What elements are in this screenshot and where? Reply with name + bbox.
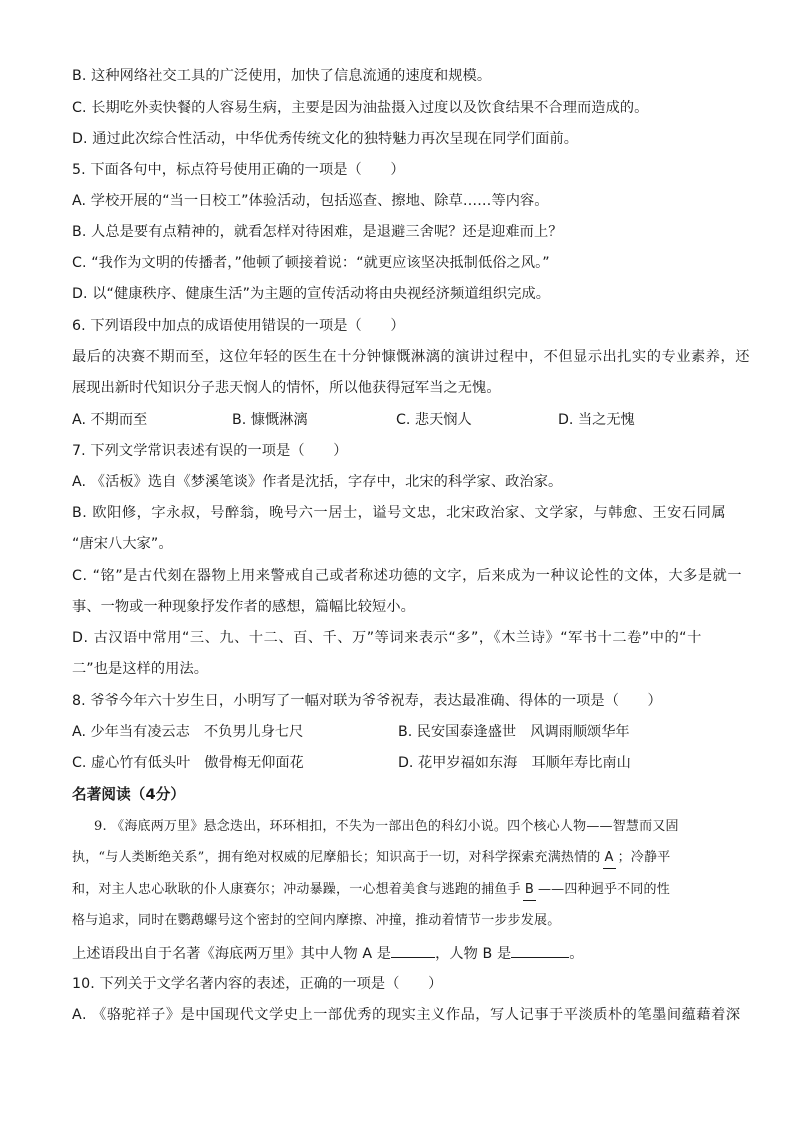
passage-line [72, 848, 670, 869]
question-8: 8. 爷爷今年六十岁生日，小明写了一幅对联为爷爷祝寿，表达最准确、得体的一项是（ ） [72, 693, 662, 709]
option-line: C. 长期吃外卖快餐的人容易生病，主要是因为油盐摄入过度以及饮食结果不合理而造成的。 [72, 100, 649, 116]
option-line: B. 这种网络社交工具的广泛使用，加快了信息流通的速度和规模。 [72, 68, 492, 84]
passage-line [72, 880, 670, 901]
option-line: D. 以“健康秩序、健康生活”为主题的宣传活动将由央视经济频道组织完成。 [72, 286, 551, 302]
passage-text: 执，“与人类断绝关系”，拥有绝对权威的尼摩船长；知识高于一切，对科学探索充满热情的 [72, 850, 601, 865]
passage-line: 格与追求，同时在鹦鹉螺号这个密封的空间内摩擦、冲撞，推动着情节一步步发展。 [72, 913, 561, 928]
passage-line: 9. 《海底两万里》悬念迭出，环环相扣，不失为一部出色的科幻小说。四个核心人物——智慧而又固 [94, 819, 679, 834]
blank-a: A [603, 848, 616, 869]
answer-blank-b[interactable] [511, 943, 569, 958]
fill-text: 。 [569, 946, 584, 962]
passage-line: 展现出新时代知识分子悲天悯人的情怀，所以他获得冠军当之无愧。 [72, 380, 501, 396]
passage-text: 和，对主人忠心耿耿的仆人康赛尔；冲动暴躁，一心想着美食与逃跑的捕鱼手 [72, 882, 521, 897]
q6-option-a: A. 不期而至 [72, 412, 148, 428]
option-line: A. 《骆驼祥子》是中国现代文学史上一部优秀的现实主义作品，写人记事于平淡质朴的笔墨间蕴藉着深 [72, 1007, 741, 1023]
option-line: A. 学校开展的“当一日校工”体验活动，包括巡查、擦地、除草……等内容。 [72, 193, 549, 209]
q6-option-d: D. 当之无愧 [558, 412, 635, 428]
question-5: 5. 下面各句中，标点符号使用正确的一项是（ ） [72, 162, 405, 178]
option-line: 事、一物或一种现象抒发作者的感想，篇幅比较短小。 [72, 599, 415, 615]
question-7: 7. 下列文学常识表述有误的一项是（ ） [72, 443, 348, 459]
q6-option-c: C. 悲天悯人 [396, 412, 472, 428]
question-6: 6. 下列语段中加点的成语使用错误的一项是（ ） [72, 318, 405, 334]
question-10: 10. 下列关于文学名著内容的表述，正确的一项是（ ） [72, 976, 443, 992]
option-line: C. “我作为文明的传播者，”他顿了顿接着说：“就更应该坚决抵制低俗之风。” [72, 255, 550, 271]
option-line: “唐宋八大家”。 [72, 536, 173, 552]
passage-line: 最后的决赛不期而至，这位年轻的医生在十分钟慷慨淋漓的演讲过程中，不但显示出扎实的专业素养，还 [72, 349, 750, 365]
option-line: B. 欧阳修，字永叔，号醉翁，晚号六一居士，谥号文忠，北宋政治家、文学家，与韩愈、王安石同属 [72, 505, 727, 521]
option-line: A. 《活板》选自《梦溪笔谈》作者是沈括，字存中，北宋的科学家、政治家。 [72, 474, 563, 490]
q8-option-d: D. 花甲岁福如东海 耳顺年寿比南山 [398, 755, 631, 771]
q8-option-b: B. 民安国泰逢盛世 风调雨顺颂华年 [398, 724, 630, 740]
option-line: D. 通过此次综合性活动，中华优秀传统文化的独特魅力再次呈现在同学们面前。 [72, 131, 579, 147]
question-9-fill [72, 943, 584, 964]
passage-text: ——四种迥乎不同的性 [537, 882, 670, 897]
section-heading: 名著阅读（4分） [72, 786, 186, 803]
fill-text: ，人物 B 是 [435, 946, 512, 962]
option-line: B. 人总是要有点精神的，就看怎样对待困难，是退避三舍呢？还是迎难而上？ [72, 224, 563, 240]
q8-option-c: C. 虚心竹有低头叶 傲骨梅无仰面花 [72, 755, 304, 771]
q6-option-b: B. 慷慨淋漓 [232, 412, 308, 428]
q8-option-a: A. 少年当有凌云志 不负男儿身七尺 [72, 724, 304, 740]
option-line: C. “铭”是古代刻在器物上用来警戒自己或者称述功德的文字，后来成为一种议论性的文体，大多是就一 [72, 568, 743, 584]
fill-text: 上述语段出自于名著《海底两万里》其中人物 A 是 [72, 946, 392, 962]
passage-text: ；冷静平 [617, 850, 671, 865]
option-line: 二”也是这样的用法。 [72, 661, 209, 677]
answer-blank-a[interactable] [391, 943, 435, 958]
option-line: D. 古汉语中常用“三、九、十二、百、千、万”等词来表示“多”，《木兰诗》“军书十二卷”中的“十 [72, 630, 702, 646]
blank-b: B [523, 880, 536, 901]
